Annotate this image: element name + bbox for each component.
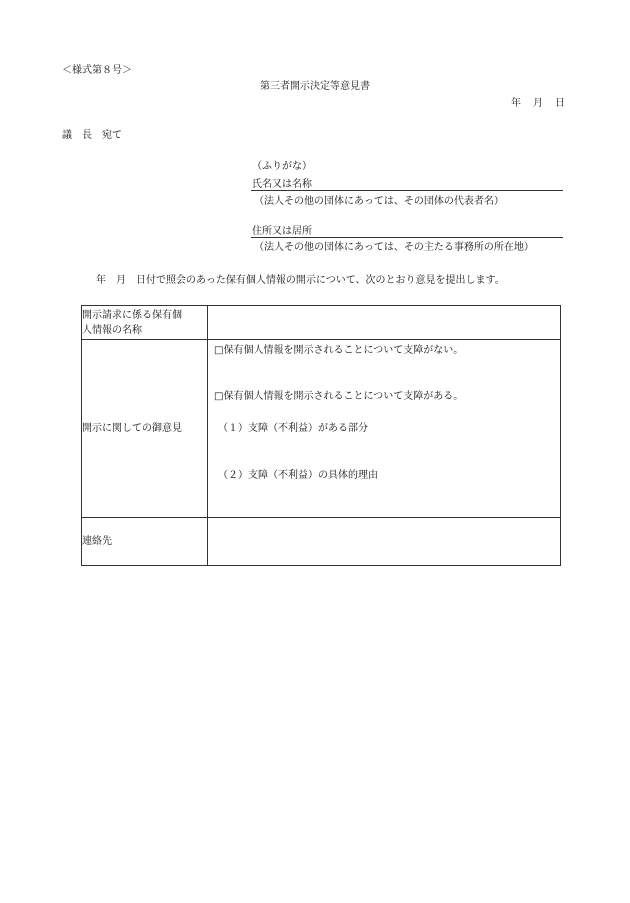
document-title: 第三者開示決定等意見書 bbox=[260, 81, 370, 92]
furigana-label: （ふりがな） bbox=[252, 161, 312, 172]
address-label: 住所又は居所 bbox=[252, 226, 312, 237]
item-specific-reason: （２）支障（不利益）の具体的理由 bbox=[218, 470, 378, 481]
contact-label: 連絡先 bbox=[82, 518, 208, 566]
option-no-issue[interactable]: □保有個人情報を開示されることについて支障がない。 bbox=[214, 345, 464, 356]
address-underline bbox=[251, 237, 563, 238]
intro-text: 年 月 日付で照会のあった保有個人情報の開示について、次のとおり意見を提出します。 bbox=[96, 275, 505, 286]
table-row bbox=[82, 340, 561, 518]
info-name-label-line2: 人情報の名称 bbox=[82, 324, 142, 336]
item-affected-part: （１）支障（不利益）がある部分 bbox=[218, 423, 368, 434]
address-note: （法人その他の団体にあっては、その主たる事務所の所在地） bbox=[254, 242, 534, 253]
contact-value[interactable] bbox=[208, 518, 561, 566]
opinion-label: 開示に関しての御意見 bbox=[82, 340, 208, 518]
table-row bbox=[82, 306, 561, 340]
info-name-value[interactable] bbox=[208, 306, 561, 340]
opinion-form-table bbox=[81, 305, 561, 566]
table-row bbox=[82, 518, 561, 566]
opinion-value[interactable] bbox=[208, 340, 561, 518]
date-field: 年 月 日 bbox=[511, 98, 566, 109]
form-number: ＜様式第８号＞ bbox=[62, 65, 132, 76]
option-issue[interactable]: □保有個人情報を開示されることについて支障がある。 bbox=[214, 391, 464, 402]
name-label: 氏名又は名称 bbox=[252, 179, 312, 190]
info-name-label-line1: 開示請求に係る保有個 bbox=[82, 309, 182, 321]
addressee: 議 長 宛て bbox=[62, 130, 122, 141]
name-underline bbox=[251, 190, 563, 191]
name-note: （法人その他の団体にあっては、その団体の代表者名） bbox=[254, 196, 504, 207]
info-name-label bbox=[82, 306, 208, 340]
